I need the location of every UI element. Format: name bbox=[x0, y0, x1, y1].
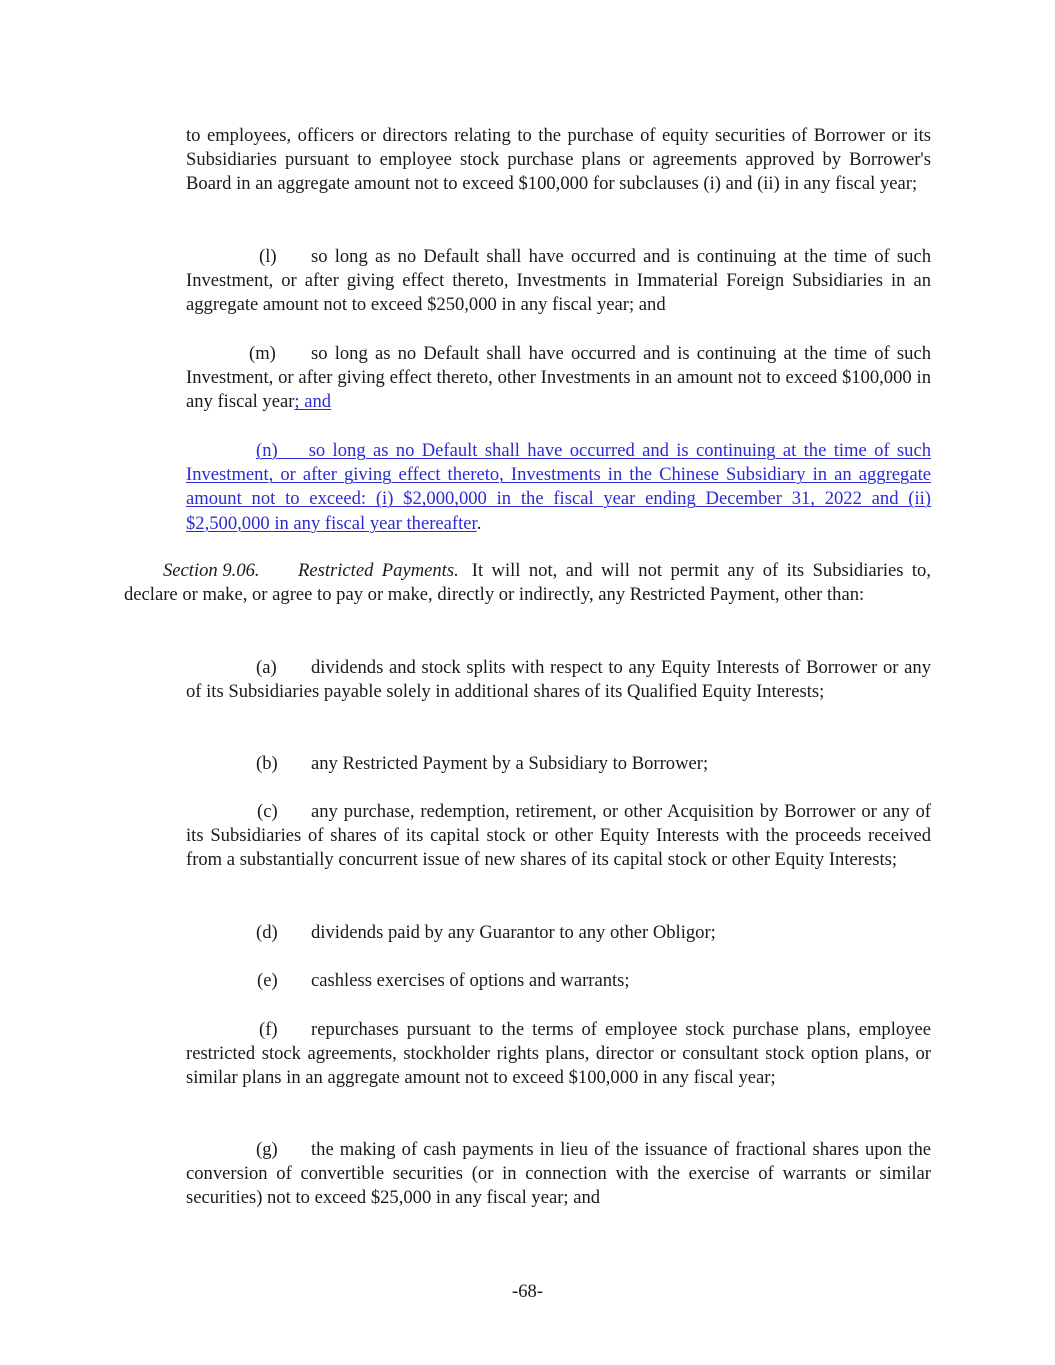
item-d bbox=[186, 921, 931, 945]
section-title: Restricted Payments. bbox=[298, 560, 459, 581]
item-d-text: dividends paid by any Guarantor to any other Obligor; bbox=[311, 922, 716, 943]
item-c-label: (c) bbox=[257, 801, 278, 822]
clause-m-label: (m) bbox=[249, 343, 276, 364]
item-d-label: (d) bbox=[256, 922, 278, 943]
clause-m bbox=[186, 342, 931, 415]
item-a-text: dividends and stock splits with respect to any Equity Interests of Borrower or any of its Subsidiaries payable solely in additional shares of its Qualified Equity Interests; bbox=[186, 657, 931, 703]
section-number: Section 9.06. bbox=[163, 560, 260, 581]
item-b-text: any Restricted Payment by a Subsidiary to Borrower; bbox=[311, 753, 709, 774]
item-e-label: (e) bbox=[257, 970, 278, 991]
item-a bbox=[186, 656, 931, 704]
item-b-label: (b) bbox=[256, 753, 278, 774]
clause-n-text: so long as no Default shall have occurred and is continuing at the time of such Investment, or after giving effect thereto, Investments in the Chinese Subsidiary in an aggregate amount not to exceed: (i) $2,000,000 in the fiscal year ending December 31, 2022 and (ii) $2,500,000 in any fiscal year thereafter bbox=[186, 440, 931, 534]
page-number: -68- bbox=[512, 1281, 543, 1302]
item-e-text: cashless exercises of options and warrants; bbox=[311, 970, 630, 991]
section-text: It will not, and will not permit any of its Subsidiaries to, declare or make, or agree to pay or make, directly or indirectly, any Restricted Payment, other than: bbox=[124, 560, 932, 606]
clause-m-inserted-tail: ; and bbox=[294, 391, 332, 413]
item-c bbox=[186, 800, 931, 873]
item-e bbox=[186, 969, 931, 993]
item-f-label: (f) bbox=[259, 1019, 278, 1040]
clause-n-label: (n) bbox=[256, 440, 278, 461]
continuation-text: to employees, officers or directors relating to the purchase of equity securities of Borrower or its Subsidiaries pursuant to employee stock purchase plans or agreements approved by Borrower's Board in an aggregate amount not to exceed $100,000 for subclauses (i) and (ii) in any fiscal year; bbox=[186, 125, 931, 195]
clause-l-text: so long as no Default shall have occurred and is continuing at the time of such Investment, or after giving effect thereto, Investments in Immaterial Foreign Subsidiaries in an aggregate amount not to exceed $250,000 in any fiscal year; and bbox=[186, 246, 931, 316]
clause-n-inserted bbox=[186, 439, 931, 536]
insertion-tab-rule bbox=[278, 457, 309, 459]
section-9-06 bbox=[124, 559, 931, 607]
item-g-text: the making of cash payments in lieu of the issuance of fractional shares upon the conversion of convertible securities (or in connection with the exercise of warrants or similar securities) not to exceed $25,000 in any fiscal year; and bbox=[186, 1139, 931, 1209]
clause-l bbox=[186, 245, 931, 318]
clause-n-end-punct: . bbox=[476, 512, 482, 534]
continuation-paragraph bbox=[186, 124, 931, 197]
item-f-text: repurchases pursuant to the terms of employee stock purchase plans, employee restricted stock agreements, stockholder rights plans, director or consultant stock option plans, or similar plans in an aggregate amount not to exceed $100,000 in any fiscal year; bbox=[186, 1019, 931, 1089]
item-b bbox=[186, 752, 931, 776]
item-g-label: (g) bbox=[256, 1139, 278, 1160]
item-a-label: (a) bbox=[256, 657, 277, 678]
clause-m-text: so long as no Default shall have occurred and is continuing at the time of such Investment, or after giving effect thereto, other Investments in an amount not to exceed $100,000 in any fiscal year bbox=[186, 343, 931, 413]
item-f bbox=[186, 1018, 931, 1091]
clause-l-label: (l) bbox=[259, 246, 277, 267]
item-g bbox=[186, 1138, 931, 1211]
item-c-text: any purchase, redemption, retirement, or other Acquisition by Borrower or any of its Subsidiaries of shares of its capital stock or other Equity Interests with the proceeds received from a substantially concurrent issue of new shares of its capital stock or other Equity Interests; bbox=[186, 801, 931, 871]
